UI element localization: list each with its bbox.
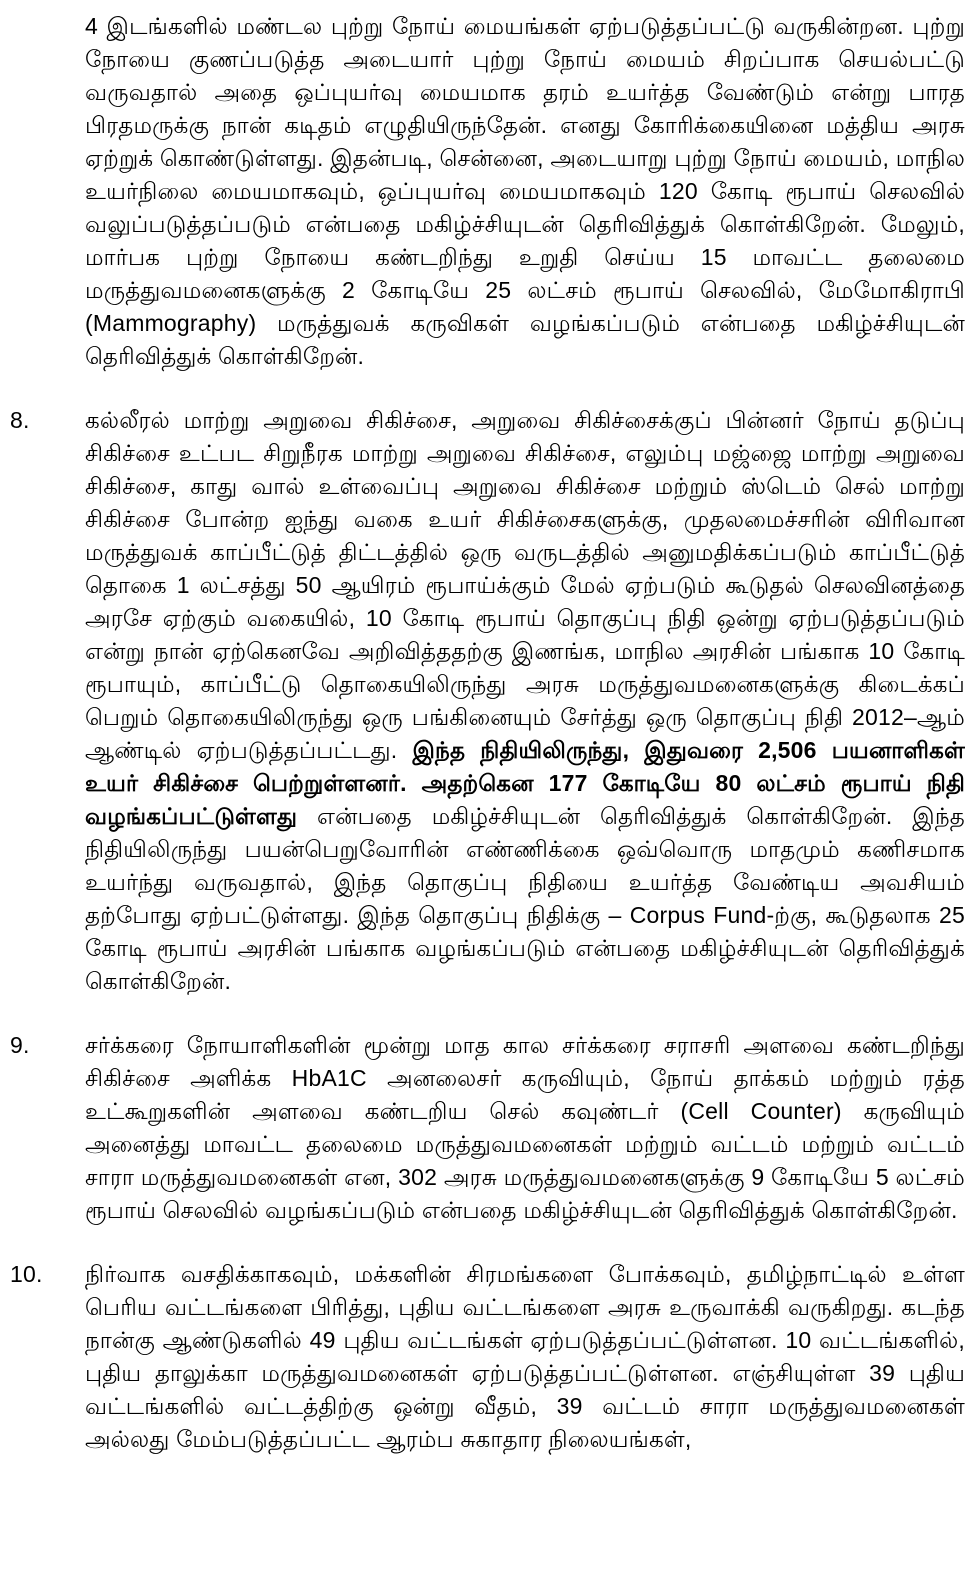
paragraph [10, 1258, 965, 1456]
paragraph-number: 9. [10, 1032, 30, 1058]
paragraph-number: 8. [10, 407, 30, 433]
paragraph-number: 10. [10, 1261, 43, 1287]
text-run: கல்லீரல் மாற்று அறுவை சிகிச்சை, அறுவை சிகிச்சைக்குப் பின்னர் நோய் தடுப்பு சிகிச்சை உட்பட சிறுநீரக மாற்று அறுவை சிகிச்சை, எலும்பு மஜ்ஜை மாற்று அறுவை சிகிச்சை, காது வால் உள்வைப்பு அறுவை சிகிச்சை மற்றும் ஸ்டெம் செல் மாற்று சிகிச்சை போன்ற ஐந்து வகை உயர் சிகிச்சைகளுக்கு, முதலமைச்சரின் விரிவான மருத்துவக் காப்பீட்டுத் திட்டத்தில் ஒரு வருடத்தில் அனுமதிக்கப்படும் காப்பீட்டுத் தொகை 1 லட்சத்து 50 ஆயிரம் ரூபாய்க்கும் மேல் ஏற்படும் கூடுதல் செலவினத்தை அரசே ஏற்கும் வகையில், 10 கோடி ரூபாய் தொகுப்பு நிதி ஒன்று ஏற்படுத்தப்படும் என்று நான் ஏற்கெனவே அறிவித்ததற்கு இணங்க, மாநில அரசின் பங்காக 10 கோடி ரூபாயும், காப்பீட்டு தொகையிலிருந்து அரசு மருத்துவமனைகளுக்கு கிடைக்கப் பெறும் தொகையிலிருந்து ஒரு பங்கினையும் சேர்த்து ஒரு தொகுப்பு நிதி 2012–ஆம் ஆண்டில் ஏற்படுத்தப்பட்டது. [85, 407, 965, 763]
bold-text-run: இந்த நிதியிலிருந்து, இதுவரை 2,506 பயனாளிகள் உயர் சிகிச்சை பெற்றுள்ளனர். அதற்கென 177 கோடியே 80 லட்சம் ரூபாய் நிதி வழங்கப்பட்டுள்ளது [85, 737, 965, 829]
paragraph-text [85, 1032, 965, 1223]
paragraph [10, 404, 965, 998]
text-run: என்பதை மகிழ்ச்சியுடன் தெரிவித்துக் கொள்கிறேன். இந்த நிதியிலிருந்து பயன்பெறுவோரின் எண்ணிக்கை ஒவ்வொரு மாதமும் கணிசமாக உயர்ந்து வருவதால், இந்த தொகுப்பு நிதியை உயர்த்த வேண்டிய அவசியம் தற்போது ஏற்பட்டுள்ளது. இந்த தொகுப்பு நிதிக்கு – Corpus Fund-ற்கு, கூடுதலாக 25 கோடி ரூபாய் அரசின் பங்காக வழங்கப்படும் என்பதை மகிழ்ச்சியுடன் தெரிவித்துக் கொள்கிறேன். [85, 803, 965, 994]
document-body [10, 10, 965, 1456]
paragraph-text [85, 1261, 965, 1452]
paragraph [85, 10, 965, 373]
text-run: நிர்வாக வசதிக்காகவும், மக்களின் சிரமங்களை போக்கவும், தமிழ்நாட்டில் உள்ள பெரிய வட்டங்களை பிரித்து, புதிய வட்டங்களை அரசு உருவாக்கி வருகிறது. கடந்த நான்கு ஆண்டுகளில் 49 புதிய வட்டங்கள் ஏற்படுத்தப்பட்டுள்ளன. 10 வட்டங்களில், புதிய தாலுக்கா மருத்துவமனைகள் ஏற்படுத்தப்பட்டுள்ளன. எஞ்சியுள்ள 39 புதிய வட்டங்களில் வட்டத்திற்கு ஒன்று வீதம், 39 வட்டம் சாரா மருத்துவமனைகள் அல்லது மேம்படுத்தப்பட்ட ஆரம்ப சுகாதார நிலையங்கள், [85, 1261, 965, 1452]
paragraph-text [85, 407, 965, 994]
paragraph-text [85, 13, 965, 369]
text-run: சர்க்கரை நோயாளிகளின் மூன்று மாத கால சர்க்கரை சராசரி அளவை கண்டறிந்து சிகிச்சை அளிக்க HbA1C அனலைசர் கருவியும், நோய் தாக்கம் மற்றும் ரத்த உட்கூறுகளின் அளவை கண்டறிய செல் கவுண்டர் (Cell Counter) கருவியும் அனைத்து மாவட்ட தலைமை மருத்துவமனைகள் மற்றும் வட்டம் மற்றும் வட்டம் சாரா மருத்துவமனைகள் என, 302 அரசு மருத்துவமனைகளுக்கு 9 கோடியே 5 லட்சம் ரூபாய் செலவில் வழங்கப்படும் என்பதை மகிழ்ச்சியுடன் தெரிவித்துக் கொள்கிறேன். [85, 1032, 965, 1223]
paragraph [10, 1029, 965, 1227]
text-run: 4 இடங்களில் மண்டல புற்று நோய் மையங்கள் ஏற்படுத்தப்பட்டு வருகின்றன. புற்று நோயை குணப்படுத்த அடையார் புற்று நோய் மையம் சிறப்பாக செயல்பட்டு வருவதால் அதை ஒப்புயர்வு மையமாக தரம் உயர்த்த வேண்டும் என்று பாரத பிரதமருக்கு நான் கடிதம் எழுதியிருந்தேன். எனது கோரிக்கையினை மத்திய அரசு ஏற்றுக் கொண்டுள்ளது. இதன்படி, சென்னை, அடையாறு புற்று நோய் மையம், மாநில உயர்நிலை மையமாகவும், ஒப்புயர்வு மையமாகவும் 120 கோடி ரூபாய் செலவில் வலுப்படுத்தப்படும் என்பதை மகிழ்ச்சியுடன் தெரிவித்துக் கொள்கிறேன். மேலும், மார்பக புற்று நோயை கண்டறிந்து உறுதி செய்ய 15 மாவட்ட தலைமை மருத்துவமனைகளுக்கு 2 கோடியே 25 லட்சம் ரூபாய் செலவில், மேமோகிராபி (Mammography) மருத்துவக் கருவிகள் வழங்கப்படும் என்பதை மகிழ்ச்சியுடன் தெரிவித்துக் கொள்கிறேன். [85, 13, 965, 369]
